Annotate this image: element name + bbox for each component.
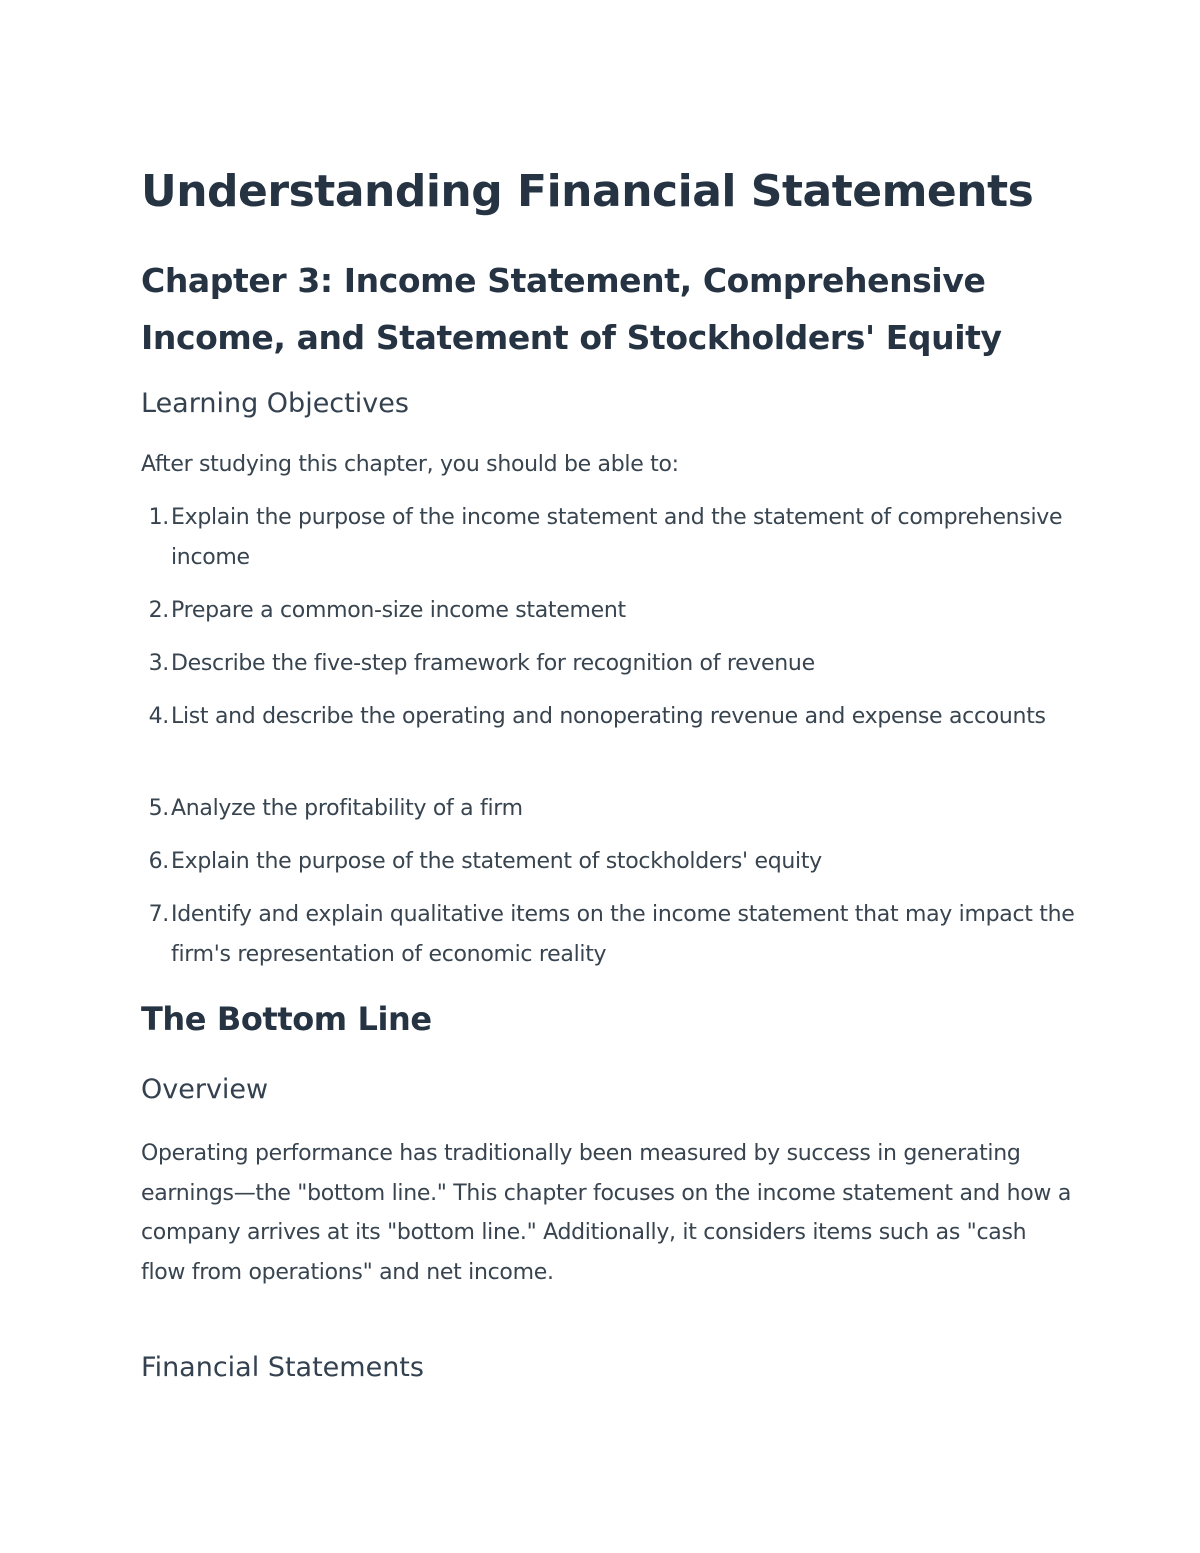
objective-number: 4. [148, 704, 169, 729]
objective-text: Explain the purpose of the income statement and the statement of comprehensive income [171, 505, 1063, 570]
objective-text: Analyze the profitability of a firm [171, 796, 523, 821]
objective-item [141, 842, 1081, 882]
objective-number: 3. [148, 651, 169, 676]
objective-item [141, 789, 1081, 829]
objective-text: Explain the purpose of the statement of stockholders' equity [171, 849, 822, 874]
chapter-title: Chapter 3: Income Statement, Comprehensive Income, and Statement of Stockholders' Equity [141, 261, 1002, 357]
objective-number: 5. [148, 796, 169, 821]
objective-number: 2. [148, 598, 169, 623]
overview-heading: Overview [141, 1074, 269, 1105]
financial-statements-heading: Financial Statements [141, 1352, 424, 1383]
objective-text: Describe the five-step framework for recognition of revenue [171, 651, 815, 676]
objective-text: Identify and explain qualitative items on the income statement that may impact the firm's representation of economic reality [171, 902, 1075, 967]
objective-text: Prepare a common-size income statement [171, 598, 626, 623]
objective-item [141, 644, 1081, 684]
bottom-line-heading: The Bottom Line [141, 1000, 432, 1038]
objective-item [141, 895, 1081, 974]
objective-item [141, 697, 1081, 737]
objective-text: List and describe the operating and nonoperating revenue and expense accounts [171, 704, 1046, 729]
overview-paragraph: Operating performance has traditionally been measured by success in generating earnings—the "bottom line." This chapter focuses on the income statement and how a company arrives at its "bottom line." Additionally, it considers items such as "cash flow from operations" and net income. [141, 1141, 1071, 1285]
objective-number: 1. [148, 505, 169, 530]
learning-objectives-heading: Learning Objectives [141, 388, 409, 419]
document-title: Understanding Financial Statements [141, 166, 1034, 217]
objective-item [141, 498, 1081, 577]
objective-item [141, 591, 1081, 631]
objectives-intro: After studying this chapter, you should be able to: [141, 452, 679, 477]
objective-number: 7. [148, 902, 169, 927]
objective-number: 6. [148, 849, 169, 874]
